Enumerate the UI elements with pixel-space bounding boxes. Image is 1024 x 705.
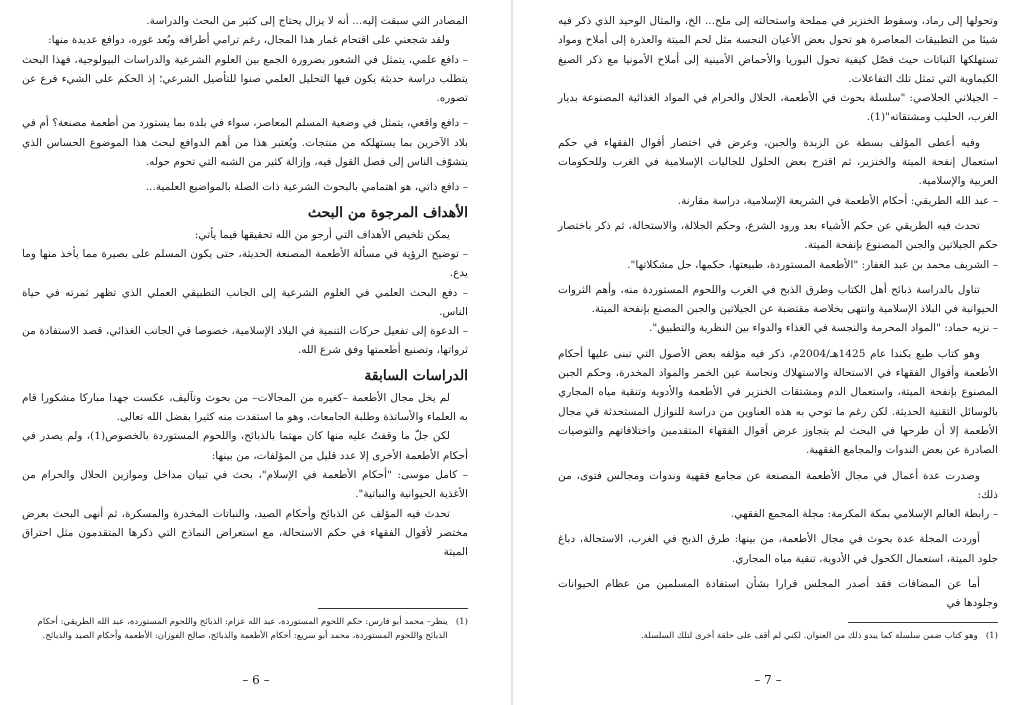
- footnote-text: وهو كتاب ضمن سلسلة كما يبدو ذلك من العنوان. لكني لم أقف على حلقة أخرى لتلك السلسلة.: [640, 631, 978, 641]
- paragraph: لم يخل مجال الأطعمة –كغيره من المجالات– من بحوث وتآليف، عكست جهدا مباركا مشكورا قام به العلماء والأساتذة وطلبة الجامعات، وهو ما استفدت منه كثيرا بفضل الله تعالى.: [22, 391, 468, 424]
- page-6-footnotes: [22, 608, 468, 643]
- paragraph: – عبد الله الطريقي: أحكام الأطعمة في الشريعة الإسلامية، دراسة مقارنة.: [677, 194, 998, 207]
- paragraph: – الجيلاني الجلاصي: "سلسلة بحوث في الأطعمة، الحلال والحرام في المواد الغذائية المصنوعة بديار الغرب، الحليب ومشتقاته"(1).: [558, 92, 998, 124]
- paragraph: أما عن المضافات فقد أصدر المجلس قرارا بشأن استفادة المسلمين من عظام الحيوانات وجلودها في: [558, 578, 998, 610]
- paragraph: لكن جلّ ما وقفتُ عليه منها كان مهتما بالذبائح، واللحوم المستوردة بالخصوص(1)، ولم يصدر في أحكام الأطعمة الأخرى إلا عدد قليل من المؤلفات، من بينها:: [22, 430, 468, 462]
- paragraph: وهو كتاب طبع بكندا عام 1425هـ/2004م، ذكر فيه مؤلفه بعض الأصول التي تبنى عليها أحكام الأطعمة وأقوال الفقهاء في الاستحالة والاستهلاك ونجاسة عين الخمر والمواد المخدرة، وحكم الجبن المصنوع بإنفحة الميتة، واستعمال الدم ومشتقات الخنزير في الأطعمة والأدوية وتنقية مياه المجاري بالوسائل التقنية الحديثة. لكن رغم ما توحي به هذه العناوين من دراسة للنوازل المستحدثة في مجال الأطعمة إلا أن طرحها في البحث لم يتجاوز عرض أقوال الفقهاء المتقدمين واختلافاتهم والتوصيات الصادرة عن بعض الندوات والمجامع الفقهية.: [558, 347, 998, 457]
- paragraph: تناول بالدراسة ذبائح أهل الكتاب وطرق الذبح في الغرب واللحوم المستوردة منه، وأهم الثروات الحيوانية في البلاد الإسلامية وانتهى بخلاصة مقتضبة عن الجيلاتين والجبن المصنع بإنفحة الميتة.: [558, 283, 998, 316]
- paragraph: يمكن تلخيص الأهداف التي أرجو من الله تحقيقها فيما يأتي:: [194, 228, 450, 241]
- paragraph: تحدث فيه المؤلف عن الذبائح وأحكام الصيد، والنباتات المخدرة والمسكرة، ثم أنهى البحث بعرض مختصر لأقوال الفقهاء في حكم الاستحالة، مع استعراض النماذج التي ذكرها المتقدمون مثل احتراق الميتة: [22, 507, 468, 559]
- section-heading-objectives: الأهداف المرجوة من البحث: [307, 204, 468, 221]
- page-7: [512, 0, 1024, 705]
- footnote-number: (1): [985, 631, 998, 641]
- paragraph: وصدرت عدة أعمال في مجال الأطعمة المصنعة عن مجامع فقهية وندوات ومجالس فتوى، من ذلك:: [558, 469, 998, 501]
- paragraph: وتحولها إلى رماد، وسقوط الخنزير في مملحة واستحالته إلى ملح... الخ، والمثال الوحيد الذي ذكر فيه شيئا من التطبيقات المعاصرة هو تحول بعض الأعيان النجسة مثل لحم الميتة والعذرة إلى أملاح ومواد تستهلكها النباتات حيث فصّل كيفية تحول البوريا والأحماض الأمينية إلى أملاح الأمونيا مع ذكر الصيغ الكيماوية التي تمثل تلك التفاعلات.: [558, 15, 998, 85]
- paragraph: وفيه أعطى المؤلف بسطة عن الزبدة والجبن، وعرض في اختصار أقوال الفقهاء في حكم استعمال إنفحة الميتة والخنزير، ثم اقترح بعض الحلول للجاليات الإسلامية في الغرب وللحكومات العربية والإسلامية.: [558, 136, 998, 188]
- page-7-body: [558, 12, 998, 614]
- page-6-body: [22, 12, 468, 562]
- footnote-text: ينظر– محمد أبو فارس: حكم اللحوم المستوردة، عبد الله عزام: الذبائح واللحوم المستوردة، عبد الله الطريقي: أحكام الذبائح واللحوم المستوردة، محمد أبو سريع: أحكام الأطعمة والذبائح، صالح الفوزان: الأطعمة وأحكام الصيد والذبائح.: [37, 617, 448, 641]
- page-number-6: – 6 –: [242, 673, 270, 687]
- paragraph: – الشريف محمد بن عبد الغفار: "الأطعمة المستوردة، طبيعتها، حكمها، حل مشكلاتها".: [627, 258, 998, 271]
- paragraph: – دافع ذاتي، هو اهتمامي بالبحوث الشرعية ذات الصلة بالمواضيع العلمية...: [145, 181, 468, 194]
- paragraph: ولقد شجعني على اقتحام غمار هذا المجال، رغم ترامي أطرافه وبُعد غوره، دوافع عديدة منها:: [48, 34, 450, 47]
- footnote-number: (1): [455, 617, 468, 627]
- paragraph: – دافع واقعي، يتمثل في وضعية المسلم المعاصر، سواء في بلده بما يستورد من أطعمة مصنعة؟ أم في بلاد الآخرين بما يستهلكه من منتجات. ويُعتبر هذا من أهم الدوافع لبحث هذا الموضوع الحساس الذي يتشوّف الناس إلى فصل القول فيه، وإزالة كثير من الشبه التي تحوم حوله.: [22, 117, 468, 169]
- section-heading-previous-studies: الدراسات السابقة: [364, 367, 468, 384]
- footnote: [22, 615, 468, 643]
- footnote-rule: [848, 622, 998, 623]
- paragraph: – نزيه حماد: "المواد المحرمة والنجسة في الغذاء والدواء بين النظرية والتطبيق".: [649, 322, 998, 335]
- paragraph: – دافع علمي، يتمثل في الشعور بضرورة الجمع بين العلوم الشرعية والدراسات البيولوجية، فهذا البحث يتطلب دراسة حديثة يكون فيها التحليل العلمي صنوا للتأصيل الشرعي؛ إذ الحكم على الشيء فرع عن تصوره.: [22, 53, 468, 105]
- footnote-rule: [318, 608, 468, 609]
- paragraph: – كامل موسى: "أحكام الأطعمة في الإسلام"، بحث في تبيان مداخل وموازين الحلال والحرام من الأغذية الحيوانية والنباتية".: [22, 468, 468, 501]
- footnote: [558, 629, 998, 643]
- paragraph: – دفع البحث العلمي في العلوم الشرعية إلى الجانب التطبيقي العملي الذي تظهر ثمرته في حياة الناس.: [22, 286, 468, 318]
- paragraph: أوردت المجلة عدة بحوث في مجال الأطعمة، من بينها: طرق الذبح في الغرب، الاستحالة، دباغ جلود الميتة، استعمال الكحول في الأدوية، تنقية مياه المجاري.: [558, 533, 998, 565]
- paragraph: المصادر التي سبقت إليه... أنه لا يزال يحتاج إلى كثير من البحث والدراسة.: [146, 15, 468, 27]
- page-number-7: – 7 –: [754, 673, 782, 687]
- paragraph: – توضيح الرؤية في مسألة الأطعمة المصنعة الحديثة، حتى يكون المسلم على بصيرة مما يأخذ منها وما يدع.: [22, 247, 468, 280]
- page-7-footnotes: [558, 622, 998, 643]
- paragraph: – رابطة العالم الإسلامي بمكة المكرمة: مجلة المجمع الفقهي.: [730, 508, 998, 521]
- paragraph: تحدث فيه الطريقي عن حكم الأشياء بعد ورود الشرع، وحكم الجلالة، والاستحالة، ثم ذكر باختصار حكم الجيلاتين والجبن المصنوع بإنفحة الميتة.: [558, 219, 998, 252]
- paragraph: – الدعوة إلى تفعيل حركات التنمية في البلاد الإسلامية، خصوصا في الجانب الغذائي، قصد الاستفادة من ثرواتها، وتصنيع أطعمتها وفق شرع الله.: [22, 325, 468, 357]
